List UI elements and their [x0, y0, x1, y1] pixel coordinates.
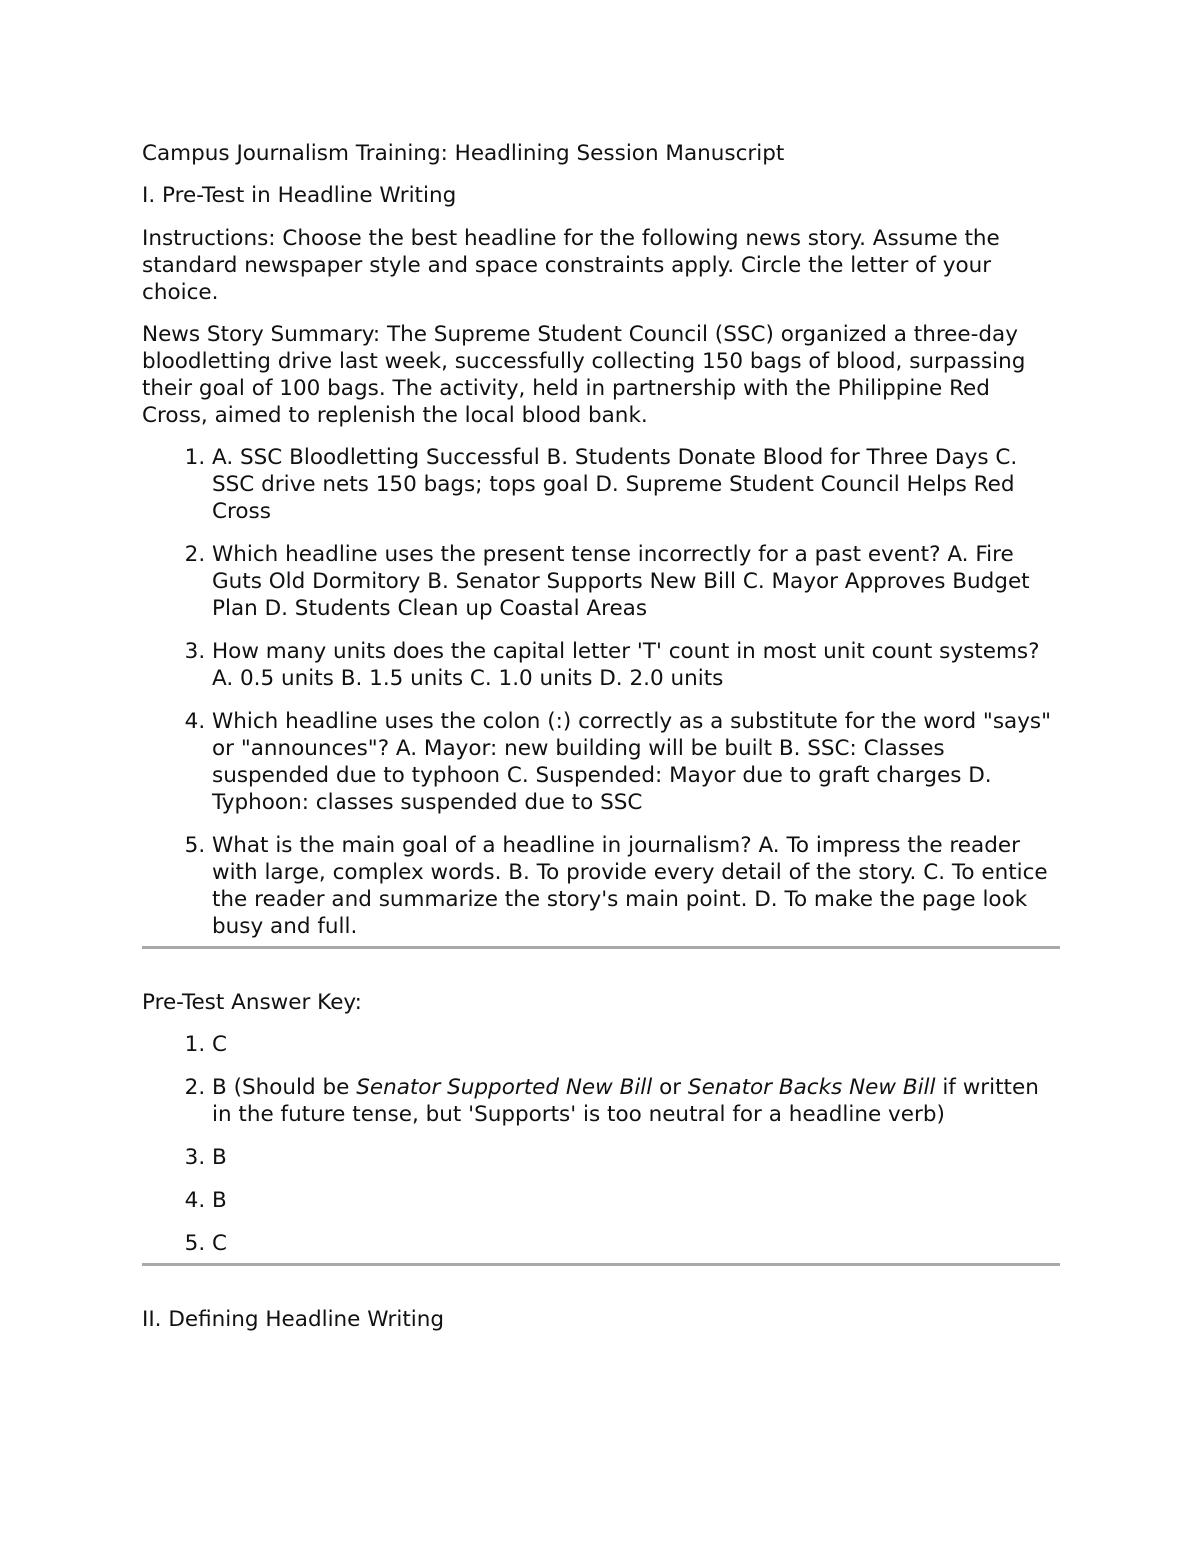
answer-example-headline: Senator Supported New Bill	[356, 1075, 653, 1100]
question-item: 3. How many units does the capital letter 'T' count in most unit count systems? A. 0.5 units B. 1.5 units C. 1.0 units D. 2.0 units	[212, 638, 1060, 692]
story-summary-paragraph: News Story Summary: The Supreme Student Council (SSC) organized a three-day bloodletting drive last week, successfully collecting 150 bags of blood, surpassing their goal of 100 bags. The activity, held in partnership with the Philippine Red Cross, aimed to replenish the local blood bank.	[142, 322, 1026, 428]
question-item: 5. What is the main goal of a headline in journalism? A. To impress the reader with large, complex words. B. To provide every detail of the story. C. To entice the reader and summarize the story's main point. D. To make the page look busy and full.	[212, 832, 1060, 940]
answer-item: 1. C	[212, 1031, 1060, 1058]
answer-item: 5. C	[212, 1230, 1060, 1257]
document-title: Campus Journalism Training: Headlining Session Manuscript	[142, 141, 785, 166]
answer-text: B (Should be	[212, 1075, 357, 1100]
section-heading-pre-test: I. Pre-Test in Headline Writing	[142, 183, 457, 208]
answer-text: if written in the future tense, but 'Supports' is too neutral for a headline verb)	[212, 1075, 1039, 1127]
answer-text: or	[652, 1075, 688, 1100]
answer-key-heading: Pre-Test Answer Key:	[142, 990, 362, 1015]
answer-item	[212, 1074, 1060, 1128]
answer-example-headline: Senator Backs New Bill	[687, 1075, 936, 1100]
question-item: 2. Which headline uses the present tense incorrectly for a past event? A. Fire Guts Old Dormitory B. Senator Supports New Bill C. Mayor Approves Budget Plan D. Students Clean up Coastal Areas	[212, 541, 1060, 622]
pre-test-question-list	[142, 444, 1060, 940]
instructions-paragraph: Instructions: Choose the best headline for the following news story. Assume the standard newspaper style and space constraints apply. Circle the letter of your choice.	[142, 226, 1000, 305]
answer-key-list	[142, 1031, 1060, 1257]
answer-item: 4. B	[212, 1187, 1060, 1214]
answer-item: 3. B	[212, 1144, 1060, 1171]
section-heading-defining: II. Defining Headline Writing	[142, 1307, 445, 1332]
question-item: 4. Which headline uses the colon (:) correctly as a substitute for the word "says" or "announces"? A. Mayor: new building will be built B. SSC: Classes suspended due to typhoon C. Suspended: Mayor due to graft charges D. Typhoon: classes suspended due to SSC	[212, 708, 1060, 816]
document-page	[142, 140, 1060, 1348]
section-divider	[142, 1263, 1060, 1266]
question-item: 1. A. SSC Bloodletting Successful B. Students Donate Blood for Three Days C. SSC drive nets 150 bags; tops goal D. Supreme Student Council Helps Red Cross	[212, 444, 1060, 525]
section-divider	[142, 946, 1060, 949]
